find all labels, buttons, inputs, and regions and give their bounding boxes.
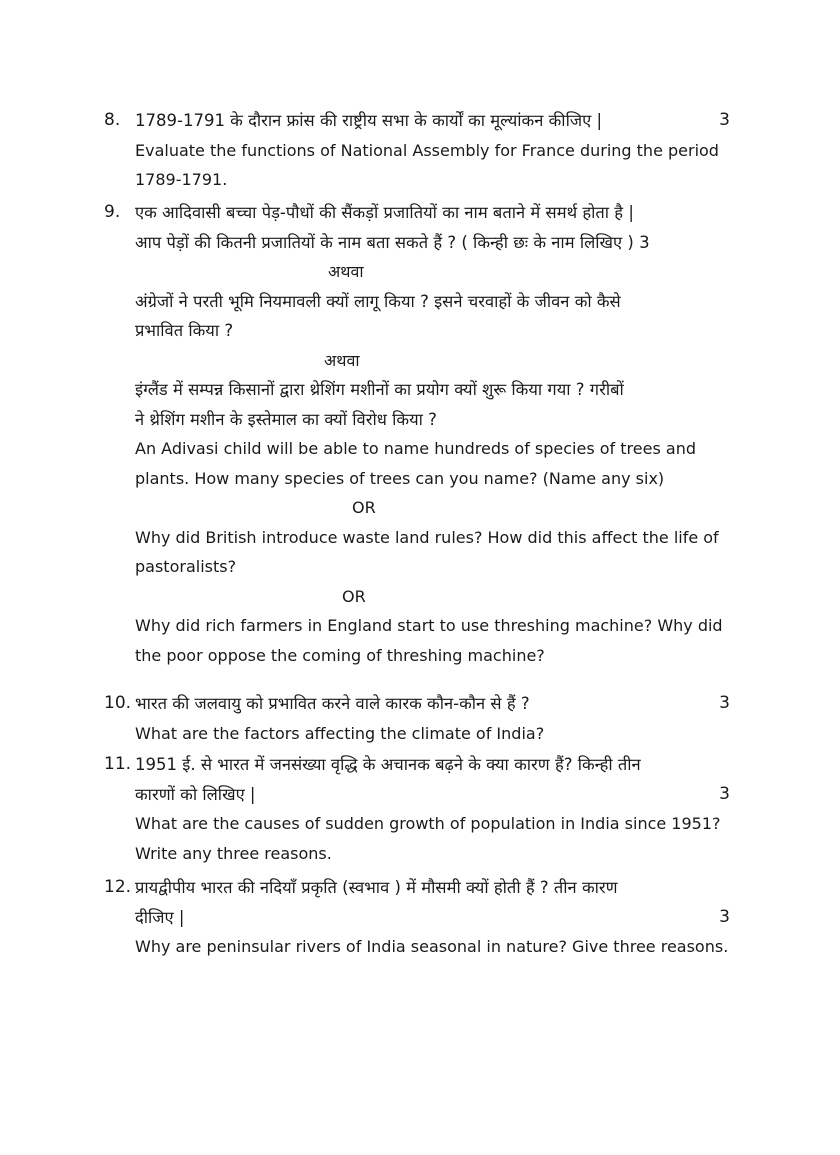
question-text-english: plants. How many species of trees can you name? (Name any six) [135, 468, 665, 488]
question-marks: 3 [719, 906, 730, 927]
question-text-english: An Adivasi child will be able to name hundreds of species of trees and [135, 439, 696, 458]
question-text-hindi: 1951 ई. से भारत में जनसंख्या वृद्धि के अचानक बढ़ने के क्या कारण हैं? किन्ही तीन [135, 755, 641, 774]
question-number: 8. [104, 110, 121, 130]
question-text-hindi: प्रायद्वीपीय भारत की नदियाँ प्रकृति (स्वभाव ) में मौसमी क्यों होती हैं ? तीन कारण [135, 878, 618, 897]
question-text-english: What are the causes of sudden growth of population in India since 1951? [135, 814, 721, 833]
question-text-english: Evaluate the functions of National Assembly for France during the period [135, 140, 719, 160]
or-separator: OR [352, 498, 376, 517]
question-text-english: Why are peninsular rivers of India seasonal in nature? Give three reasons. [135, 937, 729, 956]
or-separator: अथवा [324, 350, 360, 370]
question-text-hindi: दीजिए | [135, 907, 185, 927]
question-text-english: Why did rich farmers in England start to use threshing machine? Why did [135, 616, 723, 635]
question-number: 10. [104, 693, 132, 713]
question-marks: 3 [719, 693, 730, 713]
or-separator: अथवा [328, 262, 364, 281]
or-separator: OR [342, 586, 366, 606]
question-text-english: the poor oppose the coming of threshing machine? [135, 645, 545, 665]
question-text-hindi: प्रभावित किया ? [135, 321, 234, 340]
question-text-hindi: इंग्लैंड में सम्पन्न किसानों द्वारा थ्रेशिंग मशीनों का प्रयोग क्यों शुरू किया गया ? गरीबों [135, 380, 624, 399]
question-text-hindi: 1789-1791 के दौरान फ्रांस की राष्ट्रीय सभा के कार्यों का मूल्यांकन कीजिए | [135, 111, 603, 130]
question-text-hindi: एक आदिवासी बच्चा पेड़-पौधों की सैंकड़ों प्रजातियों का नाम बताने में समर्थ होता है | [135, 203, 634, 222]
question-text-english: pastoralists? [135, 557, 237, 576]
question-text-english: What are the factors affecting the climate of India? [135, 723, 545, 743]
question-text-english: 1789-1791. [135, 170, 228, 189]
question-number: 9. [104, 202, 121, 222]
question-number: 11. [104, 754, 132, 774]
question-text-hindi: आप पेड़ों की कितनी प्रजातियों के नाम बता सकते हैं ? ( किन्ही छः के नाम लिखिए ) 3 [135, 232, 650, 252]
question-text-hindi: कारणों को लिखिए | [135, 784, 256, 804]
question-text-hindi: ने थ्रेशिंग मशीन के इस्तेमाल का क्यों विरोध किया ? [135, 409, 437, 429]
question-marks: 3 [719, 783, 730, 804]
question-marks: 3 [719, 110, 730, 130]
question-number: 12. [104, 877, 132, 897]
question-text-english: Write any three reasons. [135, 843, 332, 863]
question-text-hindi: भारत की जलवायु को प्रभावित करने वाले कारक कौन-कौन से हैं ? [135, 694, 530, 713]
question-text-hindi: अंग्रेजों ने परती भूमि नियमावली क्यों लागू किया ? इसने चरवाहों के जीवन को कैसे [135, 291, 621, 311]
question-text-english: Why did British introduce waste land rules? How did this affect the life of [135, 527, 719, 547]
